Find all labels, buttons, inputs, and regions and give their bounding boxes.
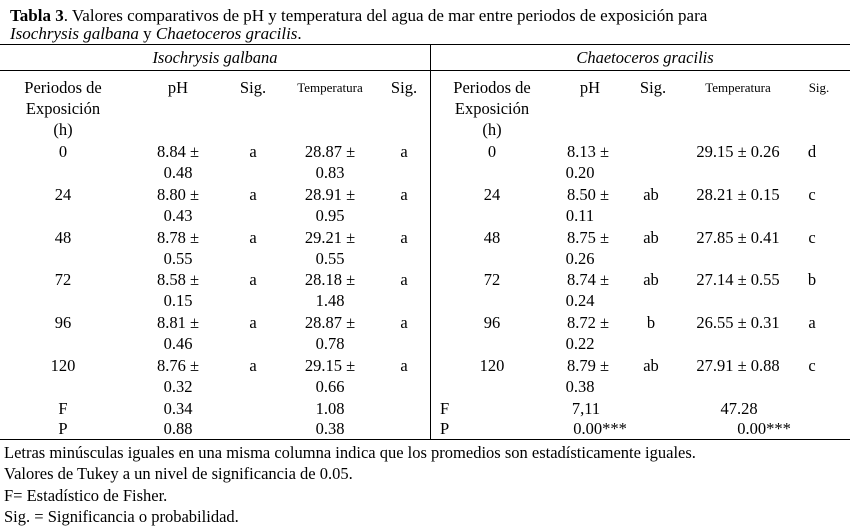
left-cell-ph1: 8.80 ± [156,185,200,204]
left-cell-tsig: a [400,185,408,204]
right-cell-temp: 29.15 ± 0.26 [696,142,780,161]
left-cell-t2: 0.55 [315,249,345,268]
header-period-left-1: Periodos de [24,78,102,97]
caption-species-1: Isochrysis galbana [10,24,139,43]
right-cell-ph1: 8.75 ± [566,228,610,247]
right-cell-sig: b [646,313,656,332]
left-cell-sig: a [249,270,257,289]
footnote-1: Letras minúsculas iguales en una misma columna indica que los promedios son estadísticamente iguales. [4,443,696,462]
right-cell-tsig: d [807,142,817,161]
left-cell-t2: 0.78 [315,334,345,353]
group-header-isochrysis: Isochrysis galbana [152,48,278,67]
right-f-label: F [440,399,450,418]
right-cell-tsig: c [808,356,816,375]
left-cell-tsig: a [400,270,408,289]
header-temp-right: Temperatura [705,80,771,95]
right-f-ph: 7,11 [571,399,601,418]
left-cell-h: 120 [50,356,76,375]
header-temp-left: Temperatura [297,80,363,95]
right-cell-sig: ab [643,185,659,204]
header-period-right-3: (h) [482,120,502,139]
left-p-ph: 0.88 [163,419,193,438]
right-cell-ph2: 0.20 [565,163,595,182]
right-cell-ph1: 8.72 ± [566,313,610,332]
caption-text: . Valores comparativos de pH y temperatura del agua de mar entre periodos de exposición para [63,6,708,25]
left-cell-h: 24 [54,185,72,204]
footnote-4: Sig. = Significancia o probabilidad. [4,507,239,526]
right-cell-temp: 27.91 ± 0.88 [696,356,780,375]
header-tsig-right: Sig. [808,80,830,95]
header-tsig-left: Sig. [390,78,418,97]
right-p-ph: 0.00*** [573,419,627,438]
header-period-left-2: Exposición [25,99,101,118]
left-p-temp: 0.38 [315,419,345,438]
right-cell-sig: ab [643,228,659,247]
footnote-3: F= Estadístico de Fisher. [4,486,168,505]
left-cell-tsig: a [400,228,408,247]
right-p-label: P [440,419,450,438]
left-cell-sig: a [249,356,257,375]
table-caption-line2 [10,24,302,43]
group-header-chaetoceros: Chaetoceros gracilis [576,48,714,67]
table-bottom-rule [0,439,850,440]
right-cell-temp: 28.21 ± 0.15 [696,185,780,204]
left-cell-h: 96 [54,313,72,332]
right-cell-ph2: 0.24 [565,291,595,310]
right-cell-ph1: 8.13 ± [566,142,610,161]
right-cell-temp: 26.55 ± 0.31 [696,313,780,332]
left-cell-h: 48 [54,228,72,247]
left-cell-ph1: 8.78 ± [156,228,200,247]
right-cell-tsig: b [807,270,817,289]
right-f-temp: 47.28 [720,399,758,418]
left-cell-ph2: 0.32 [163,377,193,396]
left-cell-sig: a [249,185,257,204]
header-sig-left: Sig. [239,78,267,97]
header-sig-right: Sig. [639,78,667,97]
left-cell-t1: 29.21 ± [304,228,356,247]
right-cell-h: 0 [487,142,497,161]
right-cell-temp: 27.85 ± 0.41 [696,228,780,247]
left-cell-t1: 28.87 ± [304,142,356,161]
left-cell-ph2: 0.15 [163,291,193,310]
left-cell-ph1: 8.76 ± [156,356,200,375]
right-cell-ph1: 8.79 ± [566,356,610,375]
right-cell-sig: ab [643,356,659,375]
left-cell-t1: 28.18 ± [304,270,356,289]
header-ph-right: pH [579,78,601,97]
left-cell-h: 0 [58,142,68,161]
right-cell-ph1: 8.50 ± [566,185,610,204]
header-period-right-1: Periodos de [453,78,531,97]
left-p-label: P [58,419,68,438]
caption-species-2: Chaetoceros gracilis [155,24,298,43]
right-cell-tsig: c [808,185,816,204]
caption-end: . [297,24,302,43]
left-cell-ph2: 0.43 [163,206,193,225]
right-cell-ph2: 0.11 [565,206,595,225]
right-p-temp: 0.00*** [737,419,791,438]
right-cell-h: 24 [483,185,501,204]
left-f-label: F [58,399,68,418]
group-header-rule [0,70,850,71]
right-cell-h: 72 [483,270,501,289]
right-cell-sig: ab [643,270,659,289]
header-period-left-3: (h) [53,120,73,139]
right-cell-h: 96 [483,313,501,332]
column-divider [430,44,431,440]
right-cell-h: 120 [479,356,505,375]
left-cell-sig: a [249,228,257,247]
right-cell-ph2: 0.38 [565,377,595,396]
left-cell-t1: 28.87 ± [304,313,356,332]
left-cell-sig: a [249,313,257,332]
header-ph-left: pH [167,78,189,97]
left-cell-tsig: a [400,356,408,375]
right-cell-ph1: 8.74 ± [566,270,610,289]
left-cell-t1: 29.15 ± [304,356,356,375]
left-cell-ph1: 8.58 ± [156,270,200,289]
right-cell-tsig: a [808,313,816,332]
left-cell-sig: a [249,142,257,161]
table-caption [10,6,707,25]
left-cell-t2: 0.83 [315,163,345,182]
header-period-right-2: Exposición [454,99,530,118]
right-cell-ph2: 0.26 [565,249,595,268]
left-cell-t2: 1.48 [315,291,345,310]
right-cell-h: 48 [483,228,501,247]
left-cell-ph2: 0.55 [163,249,193,268]
left-cell-t2: 0.95 [315,206,345,225]
left-cell-ph2: 0.48 [163,163,193,182]
right-cell-temp: 27.14 ± 0.55 [696,270,780,289]
left-f-temp: 1.08 [315,399,345,418]
left-f-ph: 0.34 [163,399,193,418]
table-label: Tabla 3 [10,6,64,25]
left-cell-h: 72 [54,270,72,289]
left-cell-ph1: 8.84 ± [156,142,200,161]
left-cell-ph1: 8.81 ± [156,313,200,332]
left-cell-t2: 0.66 [315,377,345,396]
left-cell-tsig: a [400,142,408,161]
left-cell-ph2: 0.46 [163,334,193,353]
table-top-rule [0,44,850,45]
caption-conj: y [138,24,156,43]
footnote-2: Valores de Tukey a un nivel de significancia de 0.05. [4,464,353,483]
right-cell-ph2: 0.22 [565,334,595,353]
right-cell-tsig: c [808,228,816,247]
left-cell-tsig: a [400,313,408,332]
left-cell-t1: 28.91 ± [304,185,356,204]
